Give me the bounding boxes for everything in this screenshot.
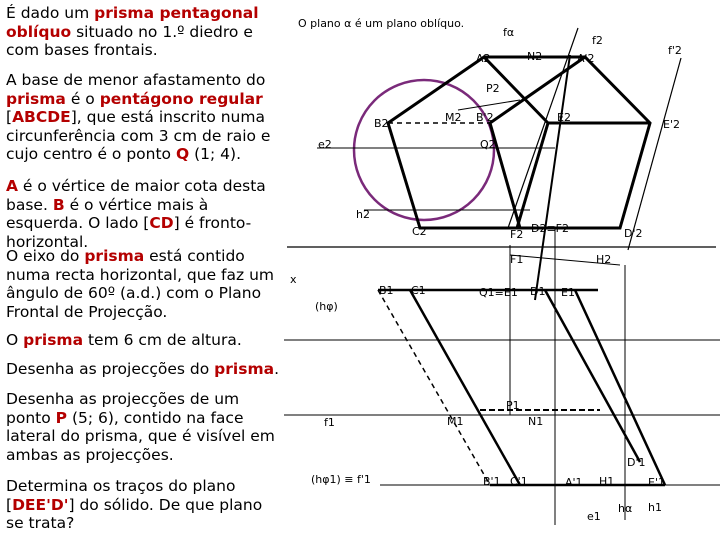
line-f2-prime (628, 58, 681, 250)
statement-paragraph-5 (6, 331, 284, 350)
label-e2: e2 (318, 138, 332, 151)
label-M2: M2 (445, 111, 462, 124)
back-base-pentagon (490, 57, 650, 228)
label-D2-F2: D2≡F2 (531, 222, 570, 235)
label-C1: C1 (411, 284, 426, 297)
statement-text: O (6, 331, 24, 349)
highlighted-term: CD (149, 214, 174, 233)
label-B2: B2 (374, 117, 389, 130)
highlighted-term: prisma (23, 331, 84, 349)
label-N2: N2 (527, 50, 543, 63)
top-edge-EE (575, 290, 665, 485)
label-E1-prime: E'1 (648, 476, 665, 489)
statement-paragraph-2 (6, 71, 284, 164)
statement-text: . (274, 360, 279, 378)
statement-text: situado no 1.º diedro e com bases frontais. (6, 22, 253, 60)
construction-circle (354, 80, 494, 220)
statement-text: (5; 6), contido na face lateral do prisma, que é visível em ambas as projecções. (6, 408, 275, 464)
label-A2: A2 (476, 52, 491, 65)
plane-note: O plano α é um plano oblíquo. (298, 17, 465, 30)
front-base-pentagon (388, 57, 548, 228)
descriptive-geometry-diagram (284, 0, 720, 540)
statement-text: ], que está inscrito numa circunferência com 3 cm de raio e cujo centro é o ponto (6, 108, 271, 164)
highlighted-term: prisma (214, 360, 275, 378)
label-f1: f1 (324, 416, 335, 429)
label-E1: E1 (561, 286, 575, 299)
highlighted-term: DEE'D' (12, 495, 69, 514)
statement-text: é o vértice de maior cota desta base. (6, 177, 266, 214)
label-D2-prime: D'2 (624, 227, 643, 240)
label-F1: F1 (510, 253, 524, 266)
statement-text: ] é fronto-horizontal. (6, 214, 252, 251)
statement-text: Desenha as projecções de um ponto (6, 390, 240, 427)
highlighted-term: P (55, 408, 68, 427)
label-B1-prime: B'1 (483, 475, 501, 488)
statement-text: é o (65, 89, 100, 108)
label-D1: D1 (530, 285, 546, 298)
statement-text: A base de menor afastamento do (6, 71, 266, 89)
label-M1: M1 (447, 415, 464, 428)
label-h-phi1-f1: (hφ1) ≡ f'1 (311, 473, 371, 486)
label-C1-prime: C'1 (510, 475, 528, 488)
statement-text: O eixo do (6, 247, 85, 265)
statement-paragraph-6 (6, 360, 284, 379)
statement-text: tem 6 cm de altura. (83, 331, 242, 349)
label-h2: h2 (356, 208, 370, 221)
statement-paragraph-3 (6, 177, 284, 251)
highlighted-term: A (6, 177, 18, 195)
statement-text: é o vértice mais à esquerda. O lado [ (6, 195, 209, 233)
statement-text: (1; 4). (189, 145, 241, 164)
label-H1: H1 (599, 475, 615, 488)
label-h1: h1 (648, 501, 662, 514)
label-N1: N1 (528, 415, 544, 428)
top-edge-BB (378, 290, 490, 485)
statement-paragraph-8 (6, 477, 284, 533)
label-h-alpha: hα (618, 502, 633, 515)
label-B2-prime: B'2 (476, 111, 494, 124)
label-F2: F2 (510, 228, 524, 241)
label-x-axis: x (290, 273, 297, 286)
label-A2-prime: A'2 (577, 52, 595, 65)
label-h-phi: (hφ) (315, 300, 338, 313)
label-P1: P1 (506, 399, 520, 412)
label-P2: P2 (486, 82, 500, 95)
statement-text: [ (6, 108, 13, 127)
label-H2: H2 (596, 253, 612, 266)
label-E2: E2 (557, 111, 571, 124)
statement-text: ] do sólido. De que plano se trata? (6, 495, 263, 533)
highlighted-term: ABCDE (12, 108, 71, 127)
statement-paragraph-7 (6, 390, 284, 464)
top-edge-CC (410, 290, 520, 485)
highlighted-term: prisma pentagonal oblíquo (6, 4, 259, 41)
statement-paragraph-1 (6, 4, 284, 60)
highlighted-term: prisma (6, 89, 66, 108)
statement-panel (6, 0, 284, 540)
statement-text: está contido numa recta horizontal, que faz um ângulo de 60º (a.d.) com o Plano Frontal de Projecção. (6, 247, 274, 321)
label-D1-prime: D'1 (627, 456, 646, 469)
highlighted-term: prisma (84, 247, 145, 265)
label-e1: e1 (587, 510, 601, 523)
top-edge-DD (545, 290, 640, 462)
statement-text: Determina os traços do plano [ (6, 477, 236, 514)
label-f2-prime: f'2 (668, 44, 682, 57)
label-A1-prime: A'1 (565, 476, 583, 489)
label-Q2: Q2 (480, 138, 496, 151)
highlighted-term: Q (175, 145, 190, 164)
label-C2: C2 (412, 225, 427, 238)
statement-paragraph-4 (6, 247, 284, 321)
statement-text: É dado um (6, 4, 95, 22)
label-f2: f2 (592, 34, 603, 47)
highlighted-term: pentágono regular (99, 89, 263, 108)
label-Q1-E1: Q1≡E1 (479, 286, 518, 299)
statement-text: Desenha as projecções do (6, 360, 215, 378)
label-f-alpha: fα (503, 26, 515, 39)
line-f2 (535, 55, 570, 300)
label-B1: B1 (379, 284, 394, 297)
highlighted-term: B (52, 195, 65, 214)
label-E2-prime: E'2 (663, 118, 680, 131)
